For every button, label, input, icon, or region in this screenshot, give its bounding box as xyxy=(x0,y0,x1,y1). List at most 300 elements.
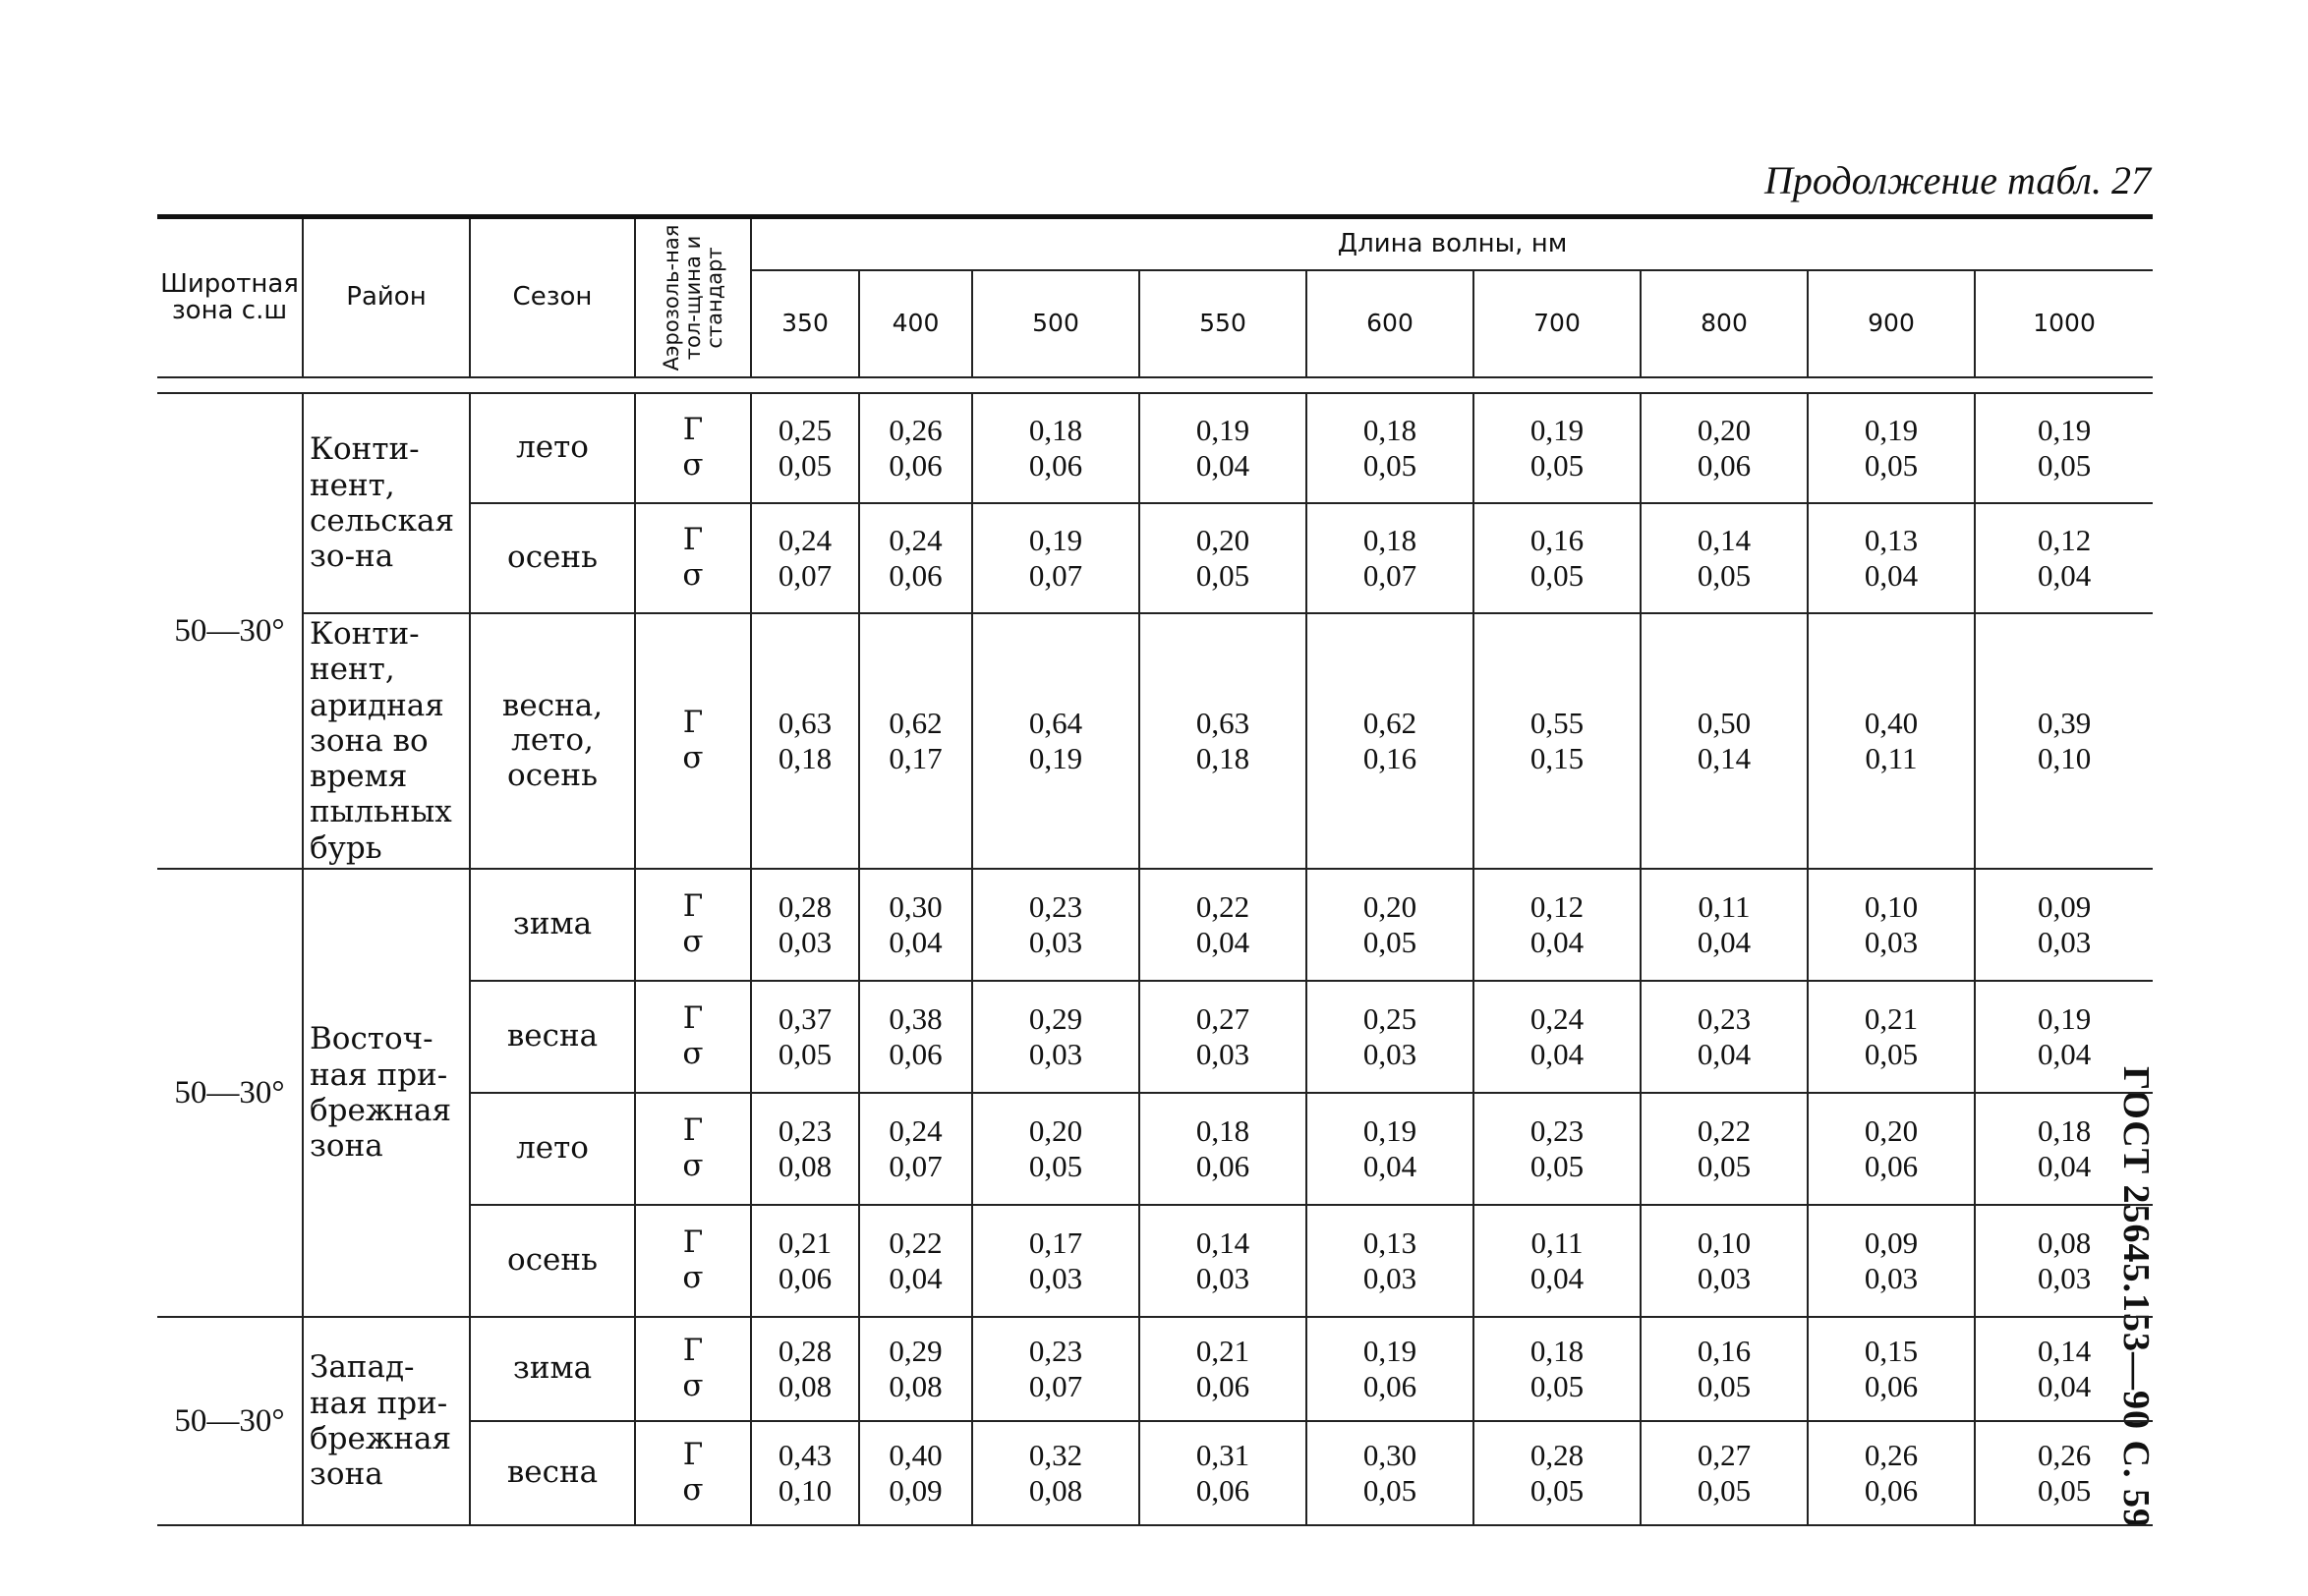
value-g: 0,37 xyxy=(778,1001,833,1037)
value-cell xyxy=(1139,1317,1306,1421)
value-sigma: 0,07 xyxy=(1028,1369,1083,1403)
wavelength-header: 400 xyxy=(859,270,972,377)
symbol-g: Г xyxy=(682,412,704,448)
value-sigma: 0,06 xyxy=(1195,1369,1250,1403)
value-g: 0,19 xyxy=(2037,413,2092,448)
value-cell xyxy=(859,1093,972,1205)
value-g: 0,28 xyxy=(778,1334,833,1369)
value-sigma: 0,06 xyxy=(1864,1149,1919,1183)
value-cell xyxy=(859,869,972,981)
value-g: 0,19 xyxy=(1864,413,1919,448)
value-g: 0,31 xyxy=(1195,1438,1250,1473)
value-cell xyxy=(1306,1421,1473,1525)
value-sigma: 0,04 xyxy=(2037,1149,2092,1183)
value-cell xyxy=(972,393,1139,503)
region-cell: Восточ-ная при-брежная зона xyxy=(303,869,470,1317)
season-cell: лето xyxy=(470,393,635,503)
value-cell xyxy=(1808,981,1975,1093)
value-cell xyxy=(1641,981,1808,1093)
value-sigma: 0,05 xyxy=(778,448,833,483)
value-cell xyxy=(1808,1421,1975,1525)
value-g: 0,19 xyxy=(1362,1334,1417,1369)
value-sigma: 0,03 xyxy=(2037,1261,2092,1295)
value-sigma: 0,05 xyxy=(1529,1149,1585,1183)
value-g: 0,27 xyxy=(1697,1438,1752,1473)
value-cell xyxy=(1306,1205,1473,1317)
value-sigma: 0,03 xyxy=(1195,1037,1250,1071)
value-g: 0,22 xyxy=(1697,1113,1752,1149)
value-sigma: 0,06 xyxy=(1864,1473,1919,1508)
value-cell xyxy=(859,1205,972,1317)
symbol-sigma: σ xyxy=(682,1472,704,1508)
value-cell xyxy=(1473,613,1641,869)
value-sigma: 0,04 xyxy=(1529,925,1585,959)
value-sigma: 0,04 xyxy=(2037,1037,2092,1071)
value-g: 0,27 xyxy=(1195,1001,1250,1037)
wavelength-header: 1000 xyxy=(1975,270,2153,377)
value-sigma: 0,05 xyxy=(1864,448,1919,483)
value-sigma: 0,14 xyxy=(1697,741,1752,775)
value-sigma: 0,05 xyxy=(1529,558,1585,593)
value-sigma: 0,06 xyxy=(889,558,943,593)
value-sigma: 0,05 xyxy=(1362,448,1417,483)
value-sigma: 0,05 xyxy=(1529,1369,1585,1403)
season-cell: зима xyxy=(470,869,635,981)
value-cell xyxy=(751,1205,859,1317)
value-g: 0,18 xyxy=(1362,413,1417,448)
value-g: 0,16 xyxy=(1697,1334,1752,1369)
value-g: 0,15 xyxy=(1864,1334,1919,1369)
wavelength-header: 500 xyxy=(972,270,1139,377)
value-g: 0,22 xyxy=(889,1226,943,1261)
value-g: 0,23 xyxy=(1529,1113,1585,1149)
value-g: 0,22 xyxy=(1195,889,1250,925)
value-g: 0,11 xyxy=(1530,1226,1584,1261)
value-cell xyxy=(1473,1317,1641,1421)
value-cell xyxy=(1808,393,1975,503)
value-g: 0,17 xyxy=(1028,1226,1083,1261)
value-sigma: 0,18 xyxy=(1195,741,1250,775)
value-g: 0,63 xyxy=(778,706,833,741)
value-sigma: 0,05 xyxy=(778,1037,833,1071)
value-g: 0,26 xyxy=(1864,1438,1919,1473)
value-cell xyxy=(1641,503,1808,613)
value-cell xyxy=(972,1093,1139,1205)
value-g: 0,24 xyxy=(1529,1001,1585,1037)
header-separator xyxy=(157,377,2153,393)
value-cell xyxy=(1808,1317,1975,1421)
value-g: 0,62 xyxy=(889,706,943,741)
season-cell: зима xyxy=(470,1317,635,1421)
symbol-g: Г xyxy=(682,705,704,741)
value-sigma: 0,03 xyxy=(1362,1037,1417,1071)
value-sigma: 0,06 xyxy=(778,1261,833,1295)
value-sigma: 0,03 xyxy=(1028,1261,1083,1295)
value-cell xyxy=(751,1421,859,1525)
value-g: 0,23 xyxy=(1028,1334,1083,1369)
table-row xyxy=(157,613,2153,869)
value-g: 0,14 xyxy=(1195,1226,1250,1261)
symbol-g: Г xyxy=(682,1225,704,1261)
value-cell xyxy=(1306,1093,1473,1205)
value-g: 0,55 xyxy=(1529,706,1585,741)
value-g: 0,39 xyxy=(2037,706,2092,741)
value-g: 0,50 xyxy=(1697,706,1752,741)
value-g: 0,28 xyxy=(1529,1438,1585,1473)
value-cell xyxy=(1306,981,1473,1093)
symbol-sigma: σ xyxy=(682,1036,704,1071)
symbol-sigma: σ xyxy=(682,1368,704,1403)
table-row xyxy=(157,393,2153,503)
value-cell xyxy=(1808,869,1975,981)
table-row xyxy=(157,869,2153,981)
value-sigma: 0,05 xyxy=(1362,925,1417,959)
value-cell xyxy=(1975,503,2153,613)
value-cell xyxy=(859,981,972,1093)
value-cell xyxy=(1473,981,1641,1093)
value-g: 0,13 xyxy=(1864,523,1919,558)
value-g: 0,30 xyxy=(889,889,943,925)
value-g: 0,18 xyxy=(1529,1334,1585,1369)
value-cell xyxy=(1641,1205,1808,1317)
value-cell xyxy=(1473,503,1641,613)
symbol-cell xyxy=(635,393,751,503)
zone-cell: 50—30° xyxy=(157,869,303,1317)
value-sigma: 0,08 xyxy=(778,1369,833,1403)
value-sigma: 0,04 xyxy=(1529,1037,1585,1071)
value-sigma: 0,07 xyxy=(1028,558,1083,593)
value-g: 0,20 xyxy=(1362,889,1417,925)
value-g: 0,21 xyxy=(1864,1001,1919,1037)
value-sigma: 0,05 xyxy=(1697,1149,1752,1183)
value-sigma: 0,03 xyxy=(1195,1261,1250,1295)
value-cell xyxy=(1975,869,2153,981)
value-cell xyxy=(1641,869,1808,981)
value-g: 0,18 xyxy=(1362,523,1417,558)
season-cell: осень xyxy=(470,1205,635,1317)
header-aerosol: Аэрозоль-ная тол-щина и стандарт xyxy=(635,217,751,378)
value-cell xyxy=(1306,613,1473,869)
value-sigma: 0,04 xyxy=(1697,925,1752,959)
wavelength-header: 600 xyxy=(1306,270,1473,377)
value-sigma: 0,09 xyxy=(889,1473,943,1508)
value-g: 0,38 xyxy=(889,1001,943,1037)
value-cell xyxy=(1473,869,1641,981)
value-sigma: 0,04 xyxy=(2037,558,2092,593)
value-sigma: 0,08 xyxy=(778,1149,833,1183)
value-sigma: 0,03 xyxy=(1697,1261,1752,1295)
season-cell: весна xyxy=(470,981,635,1093)
symbol-cell xyxy=(635,1421,751,1525)
value-g: 0,13 xyxy=(1362,1226,1417,1261)
symbol-sigma: σ xyxy=(682,924,704,959)
value-cell xyxy=(1306,393,1473,503)
symbol-cell xyxy=(635,1093,751,1205)
value-sigma: 0,04 xyxy=(2037,1369,2092,1403)
symbol-cell xyxy=(635,869,751,981)
value-cell xyxy=(1641,1093,1808,1205)
value-cell xyxy=(1473,1093,1641,1205)
value-cell xyxy=(751,1317,859,1421)
value-sigma: 0,06 xyxy=(889,448,943,483)
value-g: 0,26 xyxy=(889,413,943,448)
value-g: 0,40 xyxy=(1864,706,1919,741)
aerosol-table xyxy=(157,214,2153,1526)
symbol-cell xyxy=(635,613,751,869)
value-g: 0,21 xyxy=(778,1226,833,1261)
value-g: 0,18 xyxy=(1195,1113,1250,1149)
value-cell xyxy=(1641,393,1808,503)
value-cell xyxy=(859,1421,972,1525)
value-g: 0,09 xyxy=(2037,889,2092,925)
season-cell: весна, лето, осень xyxy=(470,613,635,869)
symbol-sigma: σ xyxy=(682,1260,704,1295)
wavelength-header: 900 xyxy=(1808,270,1975,377)
value-g: 0,20 xyxy=(1697,413,1752,448)
value-sigma: 0,05 xyxy=(1529,448,1585,483)
value-sigma: 0,06 xyxy=(1697,448,1752,483)
value-sigma: 0,03 xyxy=(1864,925,1919,959)
symbol-g: Г xyxy=(682,1000,704,1037)
value-g: 0,19 xyxy=(1529,413,1585,448)
zone-cell: 50—30° xyxy=(157,393,303,869)
value-sigma: 0,03 xyxy=(1028,925,1083,959)
value-cell xyxy=(751,869,859,981)
value-sigma: 0,19 xyxy=(1028,741,1083,775)
value-sigma: 0,15 xyxy=(1529,741,1585,775)
region-cell: Конти-нент, сельская зо-на xyxy=(303,393,470,613)
value-g: 0,19 xyxy=(2037,1001,2092,1037)
value-g: 0,28 xyxy=(778,889,833,925)
value-cell xyxy=(1139,613,1306,869)
value-g: 0,40 xyxy=(889,1438,943,1473)
symbol-sigma: σ xyxy=(682,557,704,593)
value-sigma: 0,18 xyxy=(778,741,833,775)
value-sigma: 0,06 xyxy=(889,1037,943,1071)
value-cell xyxy=(1808,503,1975,613)
value-cell xyxy=(1975,981,2153,1093)
value-cell xyxy=(972,1317,1139,1421)
value-cell xyxy=(1641,1317,1808,1421)
value-cell xyxy=(1975,1421,2153,1525)
value-sigma: 0,06 xyxy=(1362,1369,1417,1403)
value-sigma: 0,07 xyxy=(778,558,833,593)
value-g: 0,08 xyxy=(2037,1226,2092,1261)
value-g: 0,29 xyxy=(1028,1001,1083,1037)
value-cell xyxy=(1975,613,2153,869)
value-cell xyxy=(1975,393,2153,503)
wavelength-header: 550 xyxy=(1139,270,1306,377)
header-zone: Широтная зона с.ш xyxy=(157,217,303,378)
region-cell: Запад-ная при-брежная зона xyxy=(303,1317,470,1525)
value-sigma: 0,05 xyxy=(1362,1473,1417,1508)
value-cell xyxy=(1808,1093,1975,1205)
value-cell xyxy=(1139,869,1306,981)
value-sigma: 0,05 xyxy=(1195,558,1250,593)
value-g: 0,30 xyxy=(1362,1438,1417,1473)
value-g: 0,09 xyxy=(1864,1226,1919,1261)
value-g: 0,63 xyxy=(1195,706,1250,741)
value-g: 0,62 xyxy=(1362,706,1417,741)
value-cell xyxy=(859,1317,972,1421)
value-sigma: 0,04 xyxy=(1697,1037,1752,1071)
value-cell xyxy=(1139,393,1306,503)
value-sigma: 0,04 xyxy=(1195,925,1250,959)
symbol-g: Г xyxy=(682,1333,704,1369)
value-cell xyxy=(1641,1421,1808,1525)
value-sigma: 0,03 xyxy=(1362,1261,1417,1295)
value-g: 0,12 xyxy=(2037,523,2092,558)
value-sigma: 0,07 xyxy=(889,1149,943,1183)
value-cell xyxy=(751,1093,859,1205)
symbol-g: Г xyxy=(682,888,704,925)
value-cell xyxy=(751,613,859,869)
value-g: 0,64 xyxy=(1028,706,1083,741)
value-g: 0,10 xyxy=(1697,1226,1752,1261)
value-cell xyxy=(859,613,972,869)
value-sigma: 0,03 xyxy=(1028,1037,1083,1071)
symbol-g: Г xyxy=(682,522,704,558)
value-sigma: 0,08 xyxy=(1028,1473,1083,1508)
value-g: 0,32 xyxy=(1028,1438,1083,1473)
value-cell xyxy=(972,869,1139,981)
symbol-cell xyxy=(635,503,751,613)
symbol-g: Г xyxy=(682,1112,704,1149)
value-cell xyxy=(972,981,1139,1093)
value-g: 0,23 xyxy=(1028,889,1083,925)
value-g: 0,14 xyxy=(2037,1334,2092,1369)
value-cell xyxy=(1306,503,1473,613)
value-sigma: 0,04 xyxy=(889,925,943,959)
value-sigma: 0,10 xyxy=(778,1473,833,1508)
value-sigma: 0,05 xyxy=(1697,1369,1752,1403)
value-g: 0,23 xyxy=(778,1113,833,1149)
value-cell xyxy=(1975,1205,2153,1317)
value-g: 0,20 xyxy=(1864,1113,1919,1149)
value-cell xyxy=(1473,393,1641,503)
value-sigma: 0,11 xyxy=(1865,741,1918,775)
value-g: 0,25 xyxy=(778,413,833,448)
value-cell xyxy=(1808,613,1975,869)
wavelength-header: 350 xyxy=(751,270,859,377)
value-cell xyxy=(1473,1421,1641,1525)
zone-cell: 50—30° xyxy=(157,1317,303,1525)
symbol-cell xyxy=(635,1317,751,1421)
value-sigma: 0,04 xyxy=(1864,558,1919,593)
header-region: Район xyxy=(303,217,470,378)
value-sigma: 0,05 xyxy=(1529,1473,1585,1508)
value-g: 0,20 xyxy=(1195,523,1250,558)
value-sigma: 0,03 xyxy=(778,925,833,959)
value-g: 0,43 xyxy=(778,1438,833,1473)
value-sigma: 0,05 xyxy=(1864,1037,1919,1071)
value-sigma: 0,10 xyxy=(2037,741,2092,775)
value-cell xyxy=(1975,1093,2153,1205)
value-cell xyxy=(1975,1317,2153,1421)
value-cell xyxy=(1139,981,1306,1093)
wavelength-header: 700 xyxy=(1473,270,1641,377)
value-g: 0,19 xyxy=(1362,1113,1417,1149)
value-g: 0,16 xyxy=(1529,523,1585,558)
season-cell: осень xyxy=(470,503,635,613)
value-cell xyxy=(972,613,1139,869)
value-sigma: 0,06 xyxy=(1864,1369,1919,1403)
value-g: 0,29 xyxy=(889,1334,943,1369)
value-sigma: 0,03 xyxy=(2037,925,2092,959)
symbol-sigma: σ xyxy=(682,447,704,483)
value-g: 0,23 xyxy=(1697,1001,1752,1037)
table-caption: Продолжение табл. 27 xyxy=(1763,158,2151,202)
symbol-cell xyxy=(635,981,751,1093)
value-g: 0,10 xyxy=(1864,889,1919,925)
value-sigma: 0,16 xyxy=(1362,741,1417,775)
value-g: 0,20 xyxy=(1028,1113,1083,1149)
value-sigma: 0,17 xyxy=(889,741,943,775)
value-sigma: 0,06 xyxy=(1028,448,1083,483)
value-sigma: 0,05 xyxy=(1028,1149,1083,1183)
value-cell xyxy=(1473,1205,1641,1317)
value-sigma: 0,04 xyxy=(1195,448,1250,483)
value-sigma: 0,05 xyxy=(2037,448,2092,483)
value-g: 0,19 xyxy=(1195,413,1250,448)
table-row xyxy=(157,1317,2153,1421)
value-cell xyxy=(751,981,859,1093)
value-g: 0,12 xyxy=(1529,889,1585,925)
symbol-sigma: σ xyxy=(682,1148,704,1183)
value-g: 0,14 xyxy=(1697,523,1752,558)
value-cell xyxy=(1306,869,1473,981)
value-g: 0,26 xyxy=(2037,1438,2092,1473)
value-sigma: 0,04 xyxy=(1362,1149,1417,1183)
value-sigma: 0,06 xyxy=(1195,1473,1250,1508)
header-season: Сезон xyxy=(470,217,635,378)
value-g: 0,21 xyxy=(1195,1334,1250,1369)
value-sigma: 0,05 xyxy=(1697,1473,1752,1508)
gost-stamp: ГОСТ 25645.153—90 С. 59 xyxy=(2115,1066,2157,1528)
value-sigma: 0,06 xyxy=(1195,1149,1250,1183)
value-sigma: 0,07 xyxy=(1362,558,1417,593)
value-cell xyxy=(1641,613,1808,869)
symbol-g: Г xyxy=(682,1437,704,1473)
value-g: 0,11 xyxy=(1698,889,1751,925)
season-cell: весна xyxy=(470,1421,635,1525)
value-cell xyxy=(1808,1205,1975,1317)
value-g: 0,24 xyxy=(778,523,833,558)
value-g: 0,18 xyxy=(1028,413,1083,448)
value-cell xyxy=(751,503,859,613)
value-sigma: 0,05 xyxy=(1697,558,1752,593)
symbol-cell xyxy=(635,1205,751,1317)
season-cell: лето xyxy=(470,1093,635,1205)
value-sigma: 0,08 xyxy=(889,1369,943,1403)
symbol-sigma: σ xyxy=(682,740,704,775)
value-g: 0,18 xyxy=(2037,1113,2092,1149)
value-g: 0,25 xyxy=(1362,1001,1417,1037)
region-cell: Конти-нент, аридная зона во время пыльных бурь xyxy=(303,613,470,869)
value-g: 0,24 xyxy=(889,1113,943,1149)
value-cell xyxy=(1306,1317,1473,1421)
value-cell xyxy=(859,503,972,613)
value-cell xyxy=(1139,1093,1306,1205)
value-cell xyxy=(1139,503,1306,613)
value-cell xyxy=(1139,1205,1306,1317)
value-g: 0,19 xyxy=(1028,523,1083,558)
value-sigma: 0,03 xyxy=(1864,1261,1919,1295)
value-cell xyxy=(972,1421,1139,1525)
value-sigma: 0,04 xyxy=(1529,1261,1585,1295)
value-g: 0,24 xyxy=(889,523,943,558)
value-cell xyxy=(751,393,859,503)
